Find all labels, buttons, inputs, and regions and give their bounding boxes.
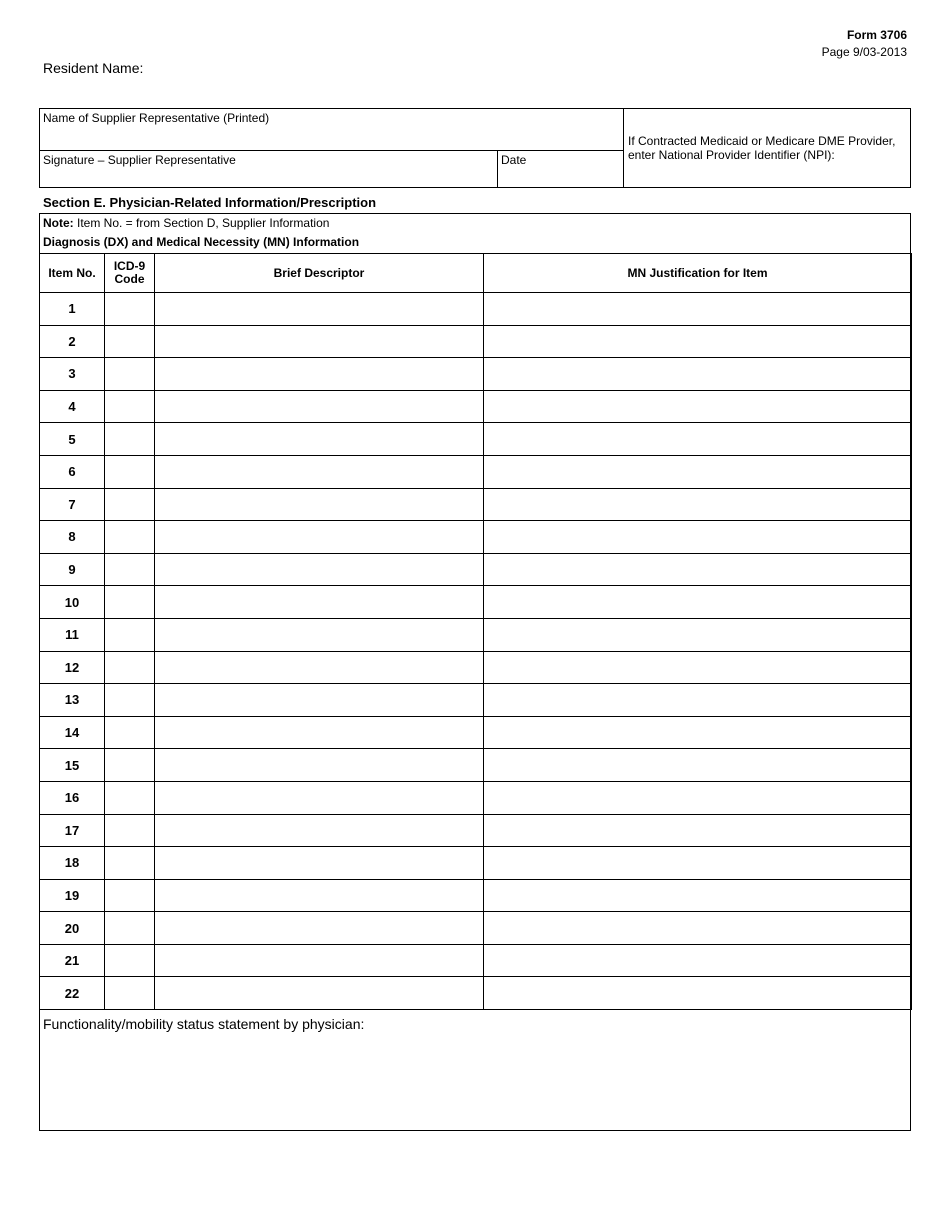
mn-justification-cell[interactable] xyxy=(484,684,912,717)
brief-descriptor-cell[interactable] xyxy=(155,455,484,488)
item-number: 17 xyxy=(40,814,105,847)
brief-descriptor-cell[interactable] xyxy=(155,293,484,326)
dx-mn-heading: Diagnosis (DX) and Medical Necessity (MN) Information xyxy=(43,235,360,249)
item-number: 21 xyxy=(40,944,105,977)
brief-descriptor-cell[interactable] xyxy=(155,879,484,912)
supplier-name-field[interactable] xyxy=(40,109,624,151)
icd9-code-cell[interactable] xyxy=(105,651,155,684)
item-number: 12 xyxy=(40,651,105,684)
table-row xyxy=(40,749,912,782)
dx-mn-section xyxy=(39,213,911,1131)
table-row xyxy=(40,618,912,651)
mn-justification-cell[interactable] xyxy=(484,488,912,521)
item-number: 3 xyxy=(40,358,105,391)
mn-justification-cell[interactable] xyxy=(484,423,912,456)
mn-justification-cell[interactable] xyxy=(484,716,912,749)
supplier-name-label: Name of Supplier Representative (Printed) xyxy=(43,111,270,125)
item-number: 15 xyxy=(40,749,105,782)
item-number: 19 xyxy=(40,879,105,912)
brief-descriptor-cell[interactable] xyxy=(155,847,484,880)
header-icd9-line1: ICD-9 xyxy=(113,259,146,273)
icd9-code-cell[interactable] xyxy=(105,521,155,554)
supplier-signature-label: Signature – Supplier Representative xyxy=(43,153,236,167)
mn-justification-cell[interactable] xyxy=(484,553,912,586)
brief-descriptor-cell[interactable] xyxy=(155,944,484,977)
header-mn-justification: MN Justification for Item xyxy=(484,254,912,293)
icd9-code-cell[interactable] xyxy=(105,390,155,423)
mn-justification-cell[interactable] xyxy=(484,847,912,880)
table-row xyxy=(40,879,912,912)
supplier-date-label: Date xyxy=(501,153,527,167)
brief-descriptor-cell[interactable] xyxy=(155,684,484,717)
mn-justification-cell[interactable] xyxy=(484,912,912,945)
item-number: 20 xyxy=(40,912,105,945)
icd9-code-cell[interactable] xyxy=(105,716,155,749)
item-number: 14 xyxy=(40,716,105,749)
brief-descriptor-cell[interactable] xyxy=(155,586,484,619)
brief-descriptor-cell[interactable] xyxy=(155,977,484,1010)
brief-descriptor-cell[interactable] xyxy=(155,423,484,456)
brief-descriptor-cell[interactable] xyxy=(155,521,484,554)
item-number: 7 xyxy=(40,488,105,521)
resident-name-label: Resident Name: xyxy=(43,60,144,76)
note-text: Item No. = from Section D, Supplier Information xyxy=(73,216,330,230)
icd9-code-cell[interactable] xyxy=(105,912,155,945)
icd9-code-cell[interactable] xyxy=(105,553,155,586)
item-number: 18 xyxy=(40,847,105,880)
brief-descriptor-cell[interactable] xyxy=(155,749,484,782)
table-row xyxy=(40,847,912,880)
icd9-code-cell[interactable] xyxy=(105,684,155,717)
table-row xyxy=(40,488,912,521)
mn-justification-cell[interactable] xyxy=(484,586,912,619)
mn-justification-cell[interactable] xyxy=(484,814,912,847)
table-row xyxy=(40,521,912,554)
table-row xyxy=(40,358,912,391)
icd9-code-cell[interactable] xyxy=(105,977,155,1010)
icd9-code-cell[interactable] xyxy=(105,781,155,814)
mn-justification-cell[interactable] xyxy=(484,390,912,423)
item-number: 22 xyxy=(40,977,105,1010)
table-row xyxy=(40,977,912,1010)
table-row xyxy=(40,586,912,619)
table-row xyxy=(40,293,912,326)
icd9-code-cell[interactable] xyxy=(105,944,155,977)
item-number: 9 xyxy=(40,553,105,586)
npi-label: If Contracted Medicaid or Medicare DME Provider, enter National Provider Identifier (NPI): xyxy=(628,134,896,162)
item-number: 2 xyxy=(40,325,105,358)
icd9-code-cell[interactable] xyxy=(105,618,155,651)
brief-descriptor-cell[interactable] xyxy=(155,358,484,391)
mn-justification-cell[interactable] xyxy=(484,618,912,651)
icd9-code-cell[interactable] xyxy=(105,847,155,880)
mn-justification-cell[interactable] xyxy=(484,944,912,977)
item-number: 4 xyxy=(40,390,105,423)
supplier-signature-field[interactable] xyxy=(40,151,498,188)
icd9-code-cell[interactable] xyxy=(105,749,155,782)
table-row xyxy=(40,781,912,814)
brief-descriptor-cell[interactable] xyxy=(155,781,484,814)
table-row xyxy=(40,814,912,847)
brief-descriptor-cell[interactable] xyxy=(155,325,484,358)
item-number: 11 xyxy=(40,618,105,651)
icd9-code-cell[interactable] xyxy=(105,293,155,326)
header-icd9 xyxy=(105,254,155,293)
brief-descriptor-cell[interactable] xyxy=(155,553,484,586)
mn-justification-cell[interactable] xyxy=(484,781,912,814)
mn-justification-cell[interactable] xyxy=(484,651,912,684)
brief-descriptor-cell[interactable] xyxy=(155,912,484,945)
table-row xyxy=(40,455,912,488)
table-header-row xyxy=(40,254,912,293)
mn-justification-cell[interactable] xyxy=(484,455,912,488)
brief-descriptor-cell[interactable] xyxy=(155,488,484,521)
table-row xyxy=(40,684,912,717)
header-brief-descriptor: Brief Descriptor xyxy=(155,254,484,293)
mn-justification-cell[interactable] xyxy=(484,325,912,358)
note-line xyxy=(43,216,329,230)
icd9-code-cell[interactable] xyxy=(105,455,155,488)
page-date: Page 9/03-2013 xyxy=(821,45,907,59)
table-row xyxy=(40,390,912,423)
mn-justification-cell[interactable] xyxy=(484,521,912,554)
header-icd9-line2: Code xyxy=(114,272,145,286)
icd9-code-cell[interactable] xyxy=(105,358,155,391)
npi-field[interactable] xyxy=(624,109,910,187)
mn-justification-cell[interactable] xyxy=(484,749,912,782)
table-row xyxy=(40,553,912,586)
brief-descriptor-cell[interactable] xyxy=(155,651,484,684)
table-row xyxy=(40,423,912,456)
item-number: 10 xyxy=(40,586,105,619)
table-row xyxy=(40,716,912,749)
icd9-code-cell[interactable] xyxy=(105,325,155,358)
supplier-date-field[interactable] xyxy=(498,151,624,188)
brief-descriptor-cell[interactable] xyxy=(155,618,484,651)
section-title: Section E. Physician-Related Information/Prescription xyxy=(43,195,377,210)
item-number: 13 xyxy=(40,684,105,717)
icd9-code-cell[interactable] xyxy=(105,879,155,912)
functional-status-label: Functionality/mobility status statement by physician: xyxy=(43,1016,365,1032)
item-number: 5 xyxy=(40,423,105,456)
table-row xyxy=(40,651,912,684)
table-row xyxy=(40,912,912,945)
brief-descriptor-cell[interactable] xyxy=(155,814,484,847)
mn-justification-cell[interactable] xyxy=(484,977,912,1010)
item-number: 6 xyxy=(40,455,105,488)
mn-justification-cell[interactable] xyxy=(484,879,912,912)
table-row xyxy=(40,325,912,358)
icd9-code-cell[interactable] xyxy=(105,586,155,619)
icd9-code-cell[interactable] xyxy=(105,488,155,521)
table-row xyxy=(40,944,912,977)
item-number: 8 xyxy=(40,521,105,554)
form-number: Form 3706 xyxy=(846,28,907,42)
icd9-code-cell[interactable] xyxy=(105,814,155,847)
icd9-code-cell[interactable] xyxy=(105,423,155,456)
brief-descriptor-cell[interactable] xyxy=(155,390,484,423)
supplier-box xyxy=(39,108,911,188)
note-bold: Note: xyxy=(43,216,74,230)
brief-descriptor-cell[interactable] xyxy=(155,716,484,749)
item-number: 16 xyxy=(40,781,105,814)
mn-justification-cell[interactable] xyxy=(484,293,912,326)
item-number: 1 xyxy=(40,293,105,326)
items-table xyxy=(39,253,912,1010)
mn-justification-cell[interactable] xyxy=(484,358,912,391)
header-item-no: Item No. xyxy=(40,254,105,293)
